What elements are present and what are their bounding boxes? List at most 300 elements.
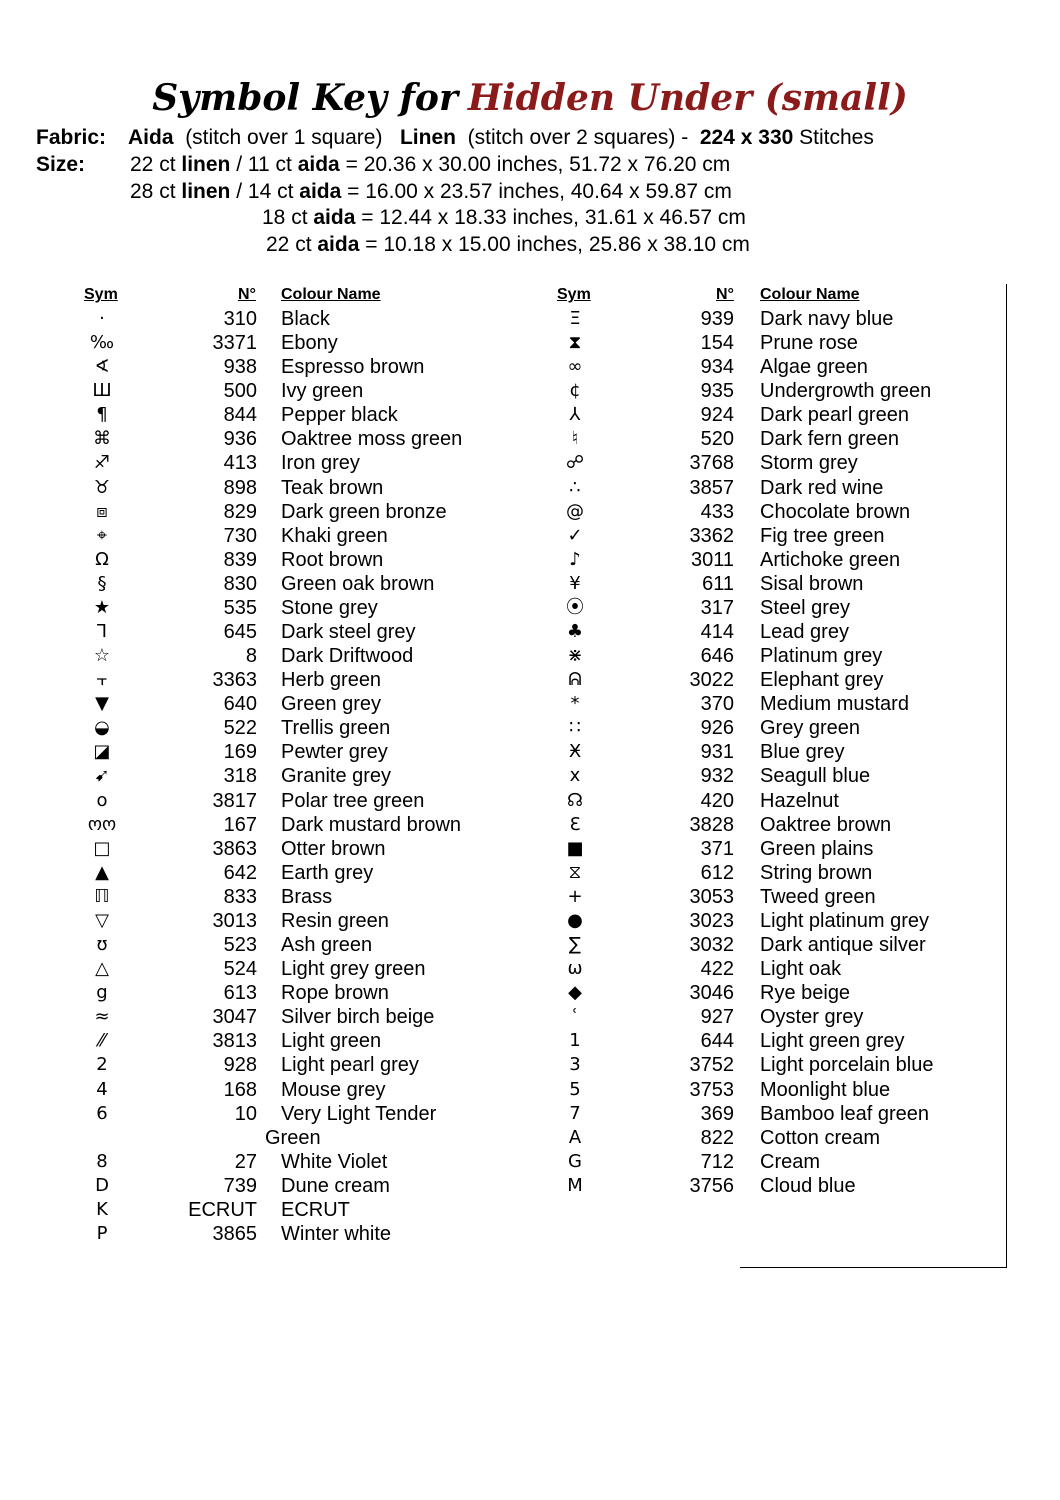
key-row	[480, 379, 940, 403]
sym-header-right: Sym	[557, 286, 591, 303]
aida-label: Aida	[128, 126, 174, 149]
symbol: ♮	[571, 428, 579, 450]
symbol: G	[568, 1150, 582, 1172]
thread-number: 833	[223, 885, 257, 908]
colour-name: Prune rose	[760, 332, 858, 355]
thread-number: 535	[223, 596, 257, 619]
thread-number: 612	[700, 861, 734, 884]
key-row	[480, 476, 940, 500]
size-fabric: linen	[181, 180, 231, 203]
thread-number: 712	[700, 1150, 734, 1173]
symbol: ⅄	[569, 404, 581, 426]
thread-number: 3013	[212, 909, 257, 932]
thread-number: 927	[700, 1006, 734, 1029]
symbol: ¢	[569, 380, 581, 402]
colour-name: Pepper black	[281, 404, 398, 427]
symbol: ◆	[568, 982, 582, 1004]
sym-header-left: Sym	[84, 286, 118, 303]
key-row	[0, 1029, 460, 1053]
thread-number: 433	[700, 500, 734, 523]
key-row	[480, 524, 940, 548]
thread-number: 644	[700, 1030, 734, 1053]
colour-name: Iron grey	[281, 452, 360, 475]
colour-name: Seagull blue	[760, 765, 871, 788]
size-dimensions: = 16.00 x 23.57 inches, 40.64 x 59.87 cm	[347, 180, 732, 203]
colour-name: Dune cream	[281, 1174, 390, 1197]
thread-number: 422	[700, 958, 734, 981]
symbol: □	[93, 837, 111, 859]
symbol: +	[567, 885, 583, 907]
key-row	[0, 1053, 460, 1077]
colour-name: Khaki green	[281, 524, 388, 547]
key-row	[480, 1102, 940, 1126]
colour-name: Oaktree brown	[760, 813, 892, 836]
key-row	[0, 524, 460, 548]
colour-name: Light oak	[760, 958, 842, 981]
colour-name: Dark steel grey	[281, 621, 416, 644]
key-row	[0, 789, 460, 813]
symbol: ◒	[94, 717, 110, 739]
colour-name: Earth grey	[281, 861, 374, 884]
symbol: D	[95, 1174, 109, 1196]
key-row	[0, 813, 460, 837]
key-row	[480, 981, 940, 1005]
thread-number: 317	[700, 596, 734, 619]
symbol: 3	[569, 1054, 581, 1076]
symbol: ➹	[94, 765, 110, 787]
thread-number: 822	[700, 1126, 734, 1149]
colour-name: Rope brown	[281, 982, 389, 1005]
colour-name: Very Light Tender	[281, 1102, 437, 1125]
thread-number: 3817	[212, 789, 257, 812]
symbol: ■	[566, 837, 584, 859]
key-row	[0, 957, 460, 981]
thread-number: 931	[700, 741, 734, 764]
symbol: ‰	[89, 332, 115, 354]
colour-name: Blue grey	[760, 741, 845, 764]
thread-number: 500	[223, 380, 257, 403]
colour-name: Moonlight blue	[760, 1078, 891, 1101]
size-line-1	[36, 152, 730, 178]
key-row	[480, 1078, 940, 1102]
symbol: ♐	[93, 452, 111, 474]
thread-number: 932	[700, 765, 734, 788]
symbol: Ӿ	[568, 741, 582, 763]
symbol: ⋇	[567, 645, 583, 667]
thread-number: 611	[702, 572, 734, 595]
colour-name: Light platinum grey	[760, 909, 929, 932]
colour-name: String brown	[760, 861, 873, 884]
key-row	[480, 692, 940, 716]
key-row	[0, 692, 460, 716]
colour-name: Light porcelain blue	[760, 1054, 934, 1077]
colour-name: Trellis green	[281, 717, 391, 740]
thread-number: 3863	[212, 837, 257, 860]
symbol: ♉	[93, 476, 111, 498]
thread-number: 168	[223, 1078, 257, 1101]
linen-note: (stitch over 2 squares) -	[467, 126, 689, 149]
symbol: ¥	[569, 572, 581, 594]
thread-number: 318	[223, 765, 257, 788]
symbol: ⧈	[96, 500, 108, 522]
thread-number: 739	[223, 1174, 257, 1197]
key-row	[0, 1102, 460, 1150]
colour-name: Dark green bronze	[281, 500, 447, 523]
symbol: 1	[569, 1030, 581, 1052]
thread-number: 730	[223, 524, 257, 547]
colour-name: Pewter grey	[281, 741, 388, 764]
symbol: Ш	[92, 380, 112, 402]
thread-number: 645	[223, 621, 257, 644]
thread-number: 3053	[689, 885, 734, 908]
key-row	[0, 572, 460, 596]
fabric-line	[36, 125, 874, 151]
size-line-4	[266, 232, 750, 258]
symbol: ∷	[569, 717, 581, 739]
symbol: ●	[567, 909, 583, 931]
num-header-right: N°	[716, 286, 734, 303]
thread-number: 935	[700, 380, 734, 403]
thread-number: 844	[223, 404, 257, 427]
colour-name: Oaktree moss green	[281, 428, 463, 451]
key-row	[0, 596, 460, 620]
colour-name: Ebony	[281, 332, 338, 355]
symbol: ▲	[95, 861, 109, 883]
colour-name: Mouse grey	[281, 1078, 386, 1101]
colour-name: Ivy green	[281, 380, 364, 403]
symbol: @	[566, 500, 584, 522]
key-row	[480, 957, 940, 981]
colour-name: Bamboo leaf green	[760, 1102, 930, 1125]
thread-number: 169	[223, 741, 257, 764]
key-row	[480, 933, 940, 957]
size-count: / 14 ct	[236, 180, 294, 203]
symbol: 5	[569, 1078, 581, 1100]
thread-number: 3362	[689, 524, 734, 547]
thread-number: 3813	[212, 1030, 257, 1053]
thread-number: ECRUT	[188, 1198, 257, 1221]
colour-name: Dark antique silver	[760, 934, 926, 957]
key-row	[480, 403, 940, 427]
symbol: 7	[569, 1102, 581, 1124]
size-fabric: linen	[181, 153, 231, 176]
key-row	[480, 620, 940, 644]
key-row	[0, 620, 460, 644]
key-row	[480, 1005, 940, 1029]
thread-number: 3046	[689, 982, 734, 1005]
thread-number: 839	[223, 548, 257, 571]
colour-name: Otter brown	[281, 837, 386, 860]
colour-name: Dark Driftwood	[281, 645, 414, 668]
colour-name: Oyster grey	[760, 1006, 864, 1029]
colour-name: Light green grey	[760, 1030, 905, 1053]
key-row	[0, 379, 460, 403]
colour-name: Herb green	[281, 669, 382, 692]
size-dimensions: = 20.36 x 30.00 inches, 51.72 x 76.20 cm	[345, 153, 731, 176]
key-row	[480, 764, 940, 788]
thread-number: 924	[700, 404, 734, 427]
symbol: ☍	[565, 452, 585, 474]
thread-number: 420	[700, 789, 734, 812]
colour-name: Sisal brown	[760, 572, 864, 595]
thread-number: 3865	[212, 1222, 257, 1245]
symbol: ★	[93, 596, 111, 618]
key-row	[480, 716, 940, 740]
key-row	[480, 813, 940, 837]
symbol: ·	[99, 308, 105, 329]
colour-name: Artichoke green	[760, 548, 901, 571]
symbol: ☆	[93, 645, 111, 667]
key-row	[0, 740, 460, 764]
symbol: ოო	[87, 813, 117, 835]
thread-number: 3857	[689, 476, 734, 499]
symbol: 4	[96, 1078, 108, 1100]
thread-number: 830	[223, 572, 257, 595]
size-fabric: aida	[299, 180, 342, 203]
colour-name: Steel grey	[760, 596, 851, 619]
thread-number: 3753	[689, 1078, 734, 1101]
key-row	[480, 740, 940, 764]
key-row	[0, 837, 460, 861]
colour-name: Dark red wine	[760, 476, 884, 499]
key-row	[0, 861, 460, 885]
symbol: 8	[96, 1150, 108, 1172]
thread-number: 3363	[212, 669, 257, 692]
key-row	[0, 668, 460, 692]
colour-name: Platinum grey	[760, 645, 883, 668]
thread-number: 154	[700, 332, 734, 355]
thread-number: 613	[223, 982, 257, 1005]
bottom-border	[740, 1267, 1007, 1268]
colour-name: Storm grey	[760, 452, 858, 475]
size-fabric: aida	[313, 206, 356, 229]
right-border	[1006, 284, 1007, 1268]
key-row	[480, 861, 940, 885]
key-row	[480, 596, 940, 620]
key-row	[480, 644, 940, 668]
symbol: ∢	[94, 356, 110, 378]
colour-name: Rye beige	[760, 982, 851, 1005]
colour-name: Green grey	[281, 693, 382, 716]
thread-number: 926	[700, 717, 734, 740]
thread-number: 3047	[212, 1006, 257, 1029]
thread-number: 938	[223, 356, 257, 379]
key-row	[480, 1174, 940, 1198]
thread-number: 898	[223, 476, 257, 499]
thread-number: 167	[223, 813, 257, 836]
symbol: ⁄⁄	[98, 1030, 105, 1052]
symbol: ʊ	[96, 934, 108, 956]
size-dimensions: = 10.18 x 15.00 inches, 25.86 x 38.10 cm	[365, 233, 750, 256]
colour-name: Black	[281, 308, 330, 330]
symbol: ⫟	[96, 669, 108, 691]
size-count: 18 ct	[262, 206, 308, 229]
thread-number: 520	[700, 428, 734, 451]
size-fabric: aida	[317, 233, 360, 256]
thread-number: 928	[223, 1054, 257, 1077]
colour-name: Silver birch beige	[281, 1006, 435, 1029]
key-row	[480, 331, 940, 355]
symbol: o	[96, 789, 108, 811]
colour-name: Cream	[760, 1150, 821, 1173]
thread-number: 3752	[689, 1054, 734, 1077]
key-row	[480, 548, 940, 572]
symbol: ∴	[569, 476, 581, 498]
colour-header-right: Colour Name	[760, 286, 860, 303]
key-row	[0, 1198, 460, 1222]
colour-name: Dark fern green	[760, 428, 899, 451]
size-dimensions: = 12.44 x 18.33 inches, 31.61 x 46.57 cm	[361, 206, 746, 229]
size-line-3	[262, 205, 746, 231]
symbol: ω	[567, 958, 583, 980]
thread-number: 936	[223, 428, 257, 451]
colour-name: Algae green	[760, 356, 868, 379]
key-row	[0, 764, 460, 788]
key-row	[480, 307, 940, 331]
symbol: ◪	[93, 741, 111, 763]
thread-number: 3756	[689, 1174, 734, 1197]
stitch-count: 224 x 330	[699, 126, 794, 149]
key-row	[0, 933, 460, 957]
colour-name: Chocolate brown	[760, 500, 911, 523]
key-row	[0, 716, 460, 740]
thread-number: 10	[234, 1102, 257, 1125]
symbol: ʿ	[572, 1006, 578, 1028]
symbol: M	[567, 1174, 583, 1196]
size-count: 28 ct	[130, 180, 176, 203]
key-row	[0, 885, 460, 909]
colour-name: Resin green	[281, 909, 389, 932]
key-row	[480, 909, 940, 933]
key-row	[0, 644, 460, 668]
colour-name: Polar tree green	[281, 789, 425, 812]
thread-number: 939	[700, 308, 734, 330]
colour-name: Green plains	[760, 837, 874, 860]
colour-name: Tweed green	[760, 885, 876, 908]
symbol: ∞	[567, 356, 583, 378]
symbol: ⌘	[93, 428, 111, 450]
fabric-label: Fabric:	[36, 126, 107, 149]
thread-number: 524	[223, 958, 257, 981]
key-row	[0, 355, 460, 379]
linen-label: Linen	[399, 126, 456, 149]
symbol: K	[96, 1198, 108, 1220]
symbol: Ɛ	[569, 813, 581, 835]
symbol: △	[95, 958, 109, 980]
symbol: ♣	[566, 621, 584, 643]
symbol: 2	[96, 1054, 108, 1076]
key-row	[0, 500, 460, 524]
symbol: ℿ	[94, 885, 110, 907]
thread-number: 3022	[689, 669, 734, 692]
colour-name: Dark navy blue	[760, 308, 894, 330]
symbol: ᕱ	[568, 669, 582, 691]
key-row	[480, 1150, 940, 1174]
symbol: *	[570, 693, 580, 715]
colour-name: Grey green	[760, 717, 861, 740]
thread-number: 3371	[212, 332, 257, 355]
symbol: ☊	[567, 789, 583, 811]
key-row	[0, 548, 460, 572]
colour-name: ECRUT	[281, 1198, 350, 1221]
key-row	[0, 476, 460, 500]
right-key-list	[480, 307, 940, 1198]
size-count: 22 ct	[266, 233, 312, 256]
key-row	[480, 427, 940, 451]
symbol: ⧗	[568, 332, 582, 354]
key-row	[480, 668, 940, 692]
thread-number: 3023	[689, 909, 734, 932]
symbol: ▼	[95, 693, 109, 715]
colour-name: Espresso brown	[281, 356, 425, 379]
thread-number: 3011	[690, 548, 734, 571]
num-header-left: N°	[238, 286, 256, 303]
size-count: 22 ct	[130, 153, 176, 176]
key-row	[0, 909, 460, 933]
symbol: ⌖	[96, 524, 108, 546]
colour-header-left: Colour Name	[281, 286, 381, 303]
thread-number: 369	[700, 1102, 734, 1125]
thread-number: 3828	[689, 813, 734, 836]
pattern-name: Hidden Under (small)	[467, 77, 908, 119]
symbol: ⦿	[566, 596, 584, 618]
symbol: ♪	[569, 548, 581, 570]
colour-name: Hazelnut	[760, 789, 839, 812]
symbol: Ω	[95, 548, 109, 570]
thread-number: 522	[223, 717, 257, 740]
colour-name: Medium mustard	[760, 693, 909, 716]
symbol: ∑	[568, 934, 582, 956]
thread-number: 642	[223, 861, 257, 884]
symbol: ⅂	[96, 621, 108, 643]
size-count: / 11 ct	[236, 153, 292, 176]
key-row	[480, 885, 940, 909]
size-label: Size:	[36, 153, 86, 176]
thread-number: 370	[700, 693, 734, 716]
key-row	[480, 500, 940, 524]
symbol: ✓	[567, 524, 583, 546]
key-row	[0, 307, 460, 331]
key-row	[480, 355, 940, 379]
key-row	[0, 1078, 460, 1102]
symbol: g	[96, 982, 108, 1004]
key-row	[480, 1053, 940, 1077]
thread-number: 8	[245, 645, 257, 668]
symbol: A	[568, 1126, 582, 1148]
key-row	[480, 451, 940, 475]
size-fabric: aida	[297, 153, 340, 176]
key-row	[0, 981, 460, 1005]
symbol: ≈	[94, 1006, 110, 1028]
colour-name: Light green	[281, 1030, 382, 1053]
key-row	[480, 572, 940, 596]
colour-name: Ash green	[281, 934, 373, 957]
key-row	[480, 1029, 940, 1053]
thread-number: 829	[223, 500, 257, 523]
colour-name: Brass	[281, 885, 333, 908]
thread-number: 414	[700, 621, 734, 644]
thread-number: 934	[700, 356, 734, 379]
thread-number: 640	[223, 693, 257, 716]
colour-name: Granite grey	[281, 765, 392, 788]
colour-name: Teak brown	[281, 476, 384, 499]
colour-name: Green oak brown	[281, 572, 435, 595]
symbol: ⧖	[568, 861, 582, 883]
colour-name: Elephant grey	[760, 669, 884, 692]
thread-number: 646	[700, 645, 734, 668]
colour-name: Root brown	[281, 548, 384, 571]
key-row	[480, 789, 940, 813]
